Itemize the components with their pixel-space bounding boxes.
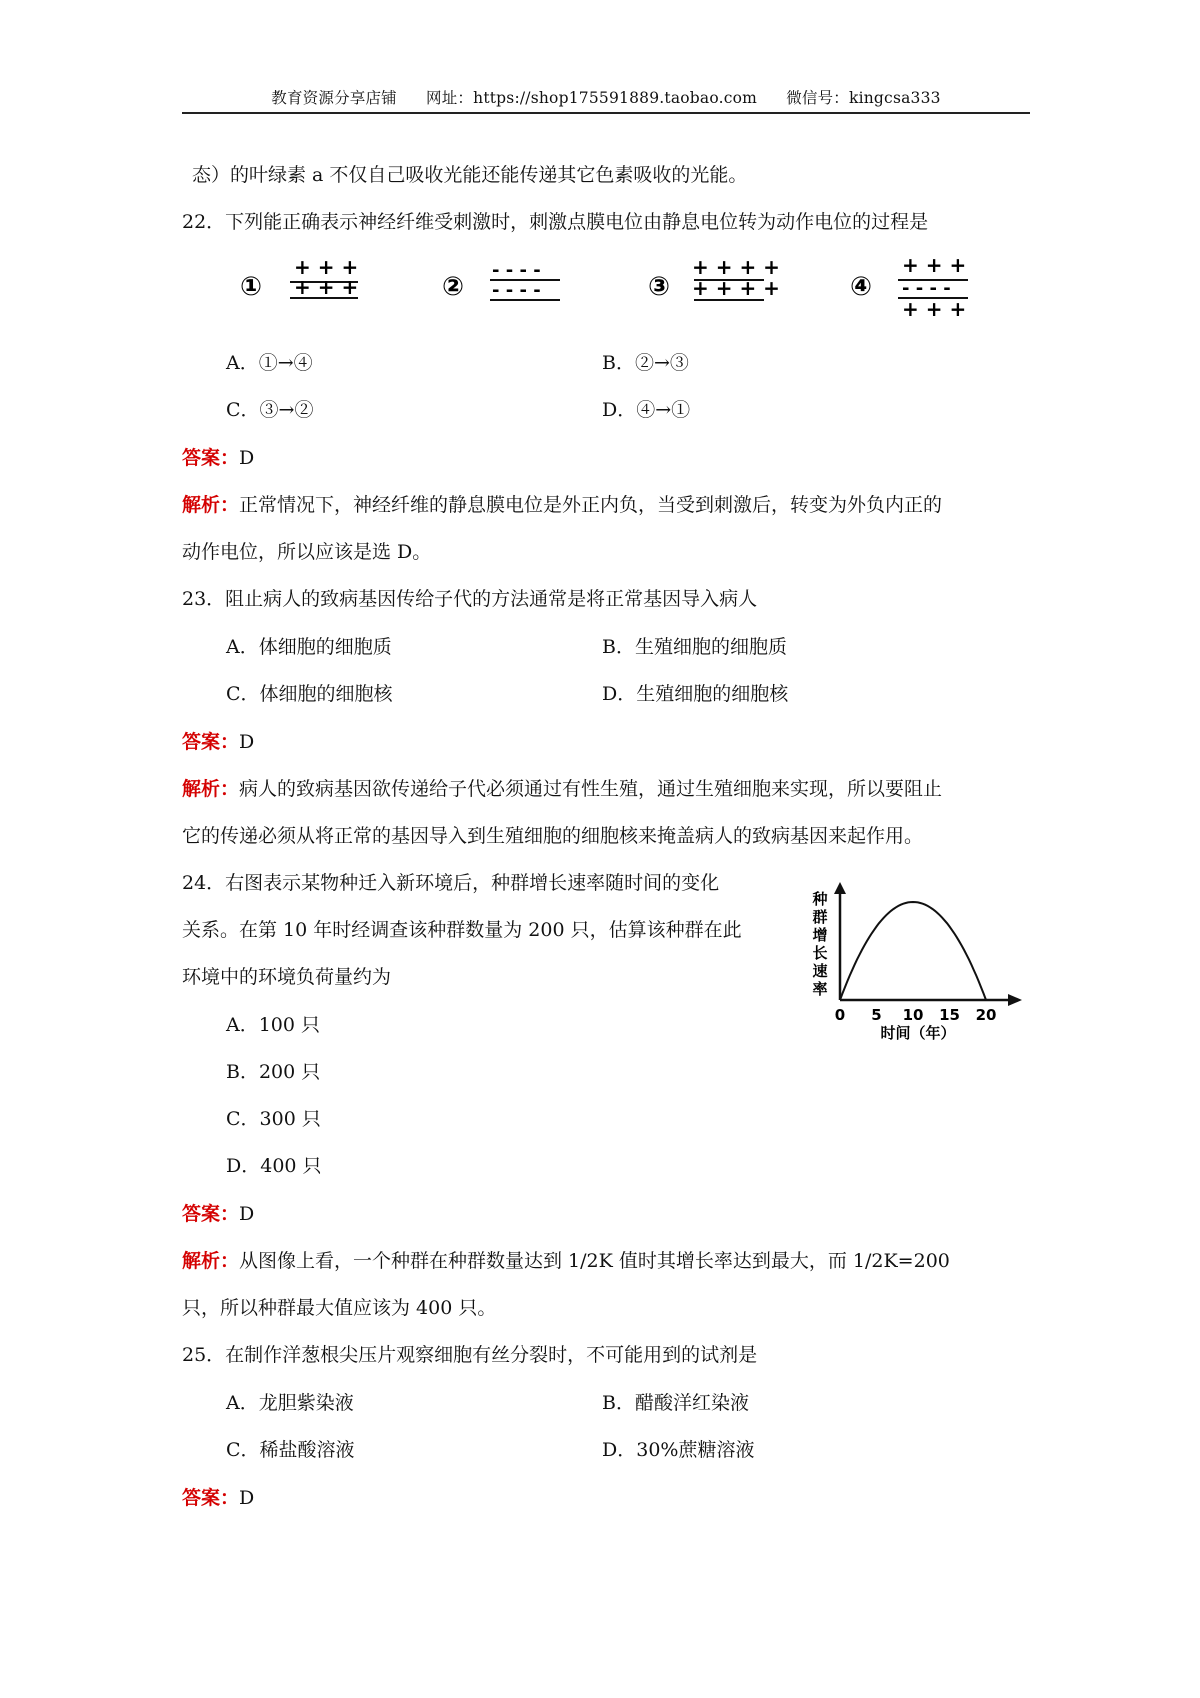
q25-stem: 25．在制作洋葱根尖压片观察细胞有丝分裂时，不可能用到的试剂是 — [182, 1344, 758, 1366]
q24-option-c: C．300 只 — [226, 1108, 321, 1130]
svg-text:+ + +: + + + — [902, 297, 967, 320]
svg-text:+ + +: + + + — [294, 255, 359, 279]
x-tick-labels — [835, 1006, 997, 1024]
q24-option-a: A．100 只 — [226, 1014, 321, 1036]
q22-explanation-line1 — [182, 490, 942, 517]
q24-stem-line3: 环境中的环境负荷量约为 — [182, 966, 392, 988]
svg-text:+ + + +: + + + + — [692, 255, 780, 279]
q23-option-a: A．体细胞的细胞质 — [226, 636, 392, 658]
q25-option-b: B．醋酸洋红染液 — [602, 1392, 749, 1414]
x-tick-label: 5 — [871, 1006, 882, 1024]
membrane-panel-3 — [648, 255, 780, 302]
q22-option-d: D．④→① — [602, 399, 691, 421]
panel-label-2: ② — [442, 272, 465, 302]
y-label-char: 群 — [812, 908, 828, 926]
answer-label: 答案： — [182, 1203, 240, 1225]
q23-explanation-line1 — [182, 774, 942, 801]
header-url: 网址：https://shop175591889.taobao.com — [426, 89, 758, 107]
q24-stem-line1: 24．右图表示某物种迁入新环境后，种群增长速率随时间的变化 — [182, 872, 720, 894]
answer-value: D — [239, 1203, 255, 1225]
svg-text:- - - -: - - - - — [902, 278, 951, 299]
q24-option-d: D．400 只 — [226, 1155, 322, 1177]
growth-curve — [840, 902, 986, 1000]
explanation-label: 解析： — [182, 778, 240, 800]
x-tick-label: 20 — [975, 1006, 997, 1024]
q22-option-b: B．②→③ — [602, 352, 689, 374]
continuation-text: 态）的叶绿素 a 不仅自己吸收光能还能传递其它色素吸收的光能。 — [192, 164, 748, 186]
panel-label-4: ④ — [850, 272, 873, 302]
explanation-label: 解析： — [182, 494, 240, 516]
header-shop: 教育资源分享店铺 — [271, 89, 397, 107]
q22-explanation-line2: 动作电位，所以应该是选 D。 — [182, 541, 432, 563]
q23-option-d: D．生殖细胞的细胞核 — [602, 683, 789, 705]
growth-rate-chart — [800, 880, 1030, 1050]
q23-explanation-line2: 它的传递必须从将正常的基因导入到生殖细胞的细胞核来掩盖病人的致病基因来起作用。 — [182, 825, 924, 847]
q24-explanation-line1 — [182, 1246, 950, 1273]
answer-label: 答案： — [182, 1487, 240, 1509]
explanation-text: 从图像上看，一个种群在种群数量达到 1/2K 值时其增长率达到最大，而 1/2K=200 — [239, 1250, 950, 1272]
q25-option-d: D．30%蔗糖溶液 — [602, 1439, 755, 1461]
q22-option-c: C．③→② — [226, 399, 314, 421]
q25-option-a: A．龙胆紫染液 — [226, 1392, 354, 1414]
explanation-text: 正常情况下，神经纤维的静息膜电位是外正内负，当受到刺激后，转变为外负内正的 — [239, 494, 943, 516]
answer-value: D — [239, 731, 255, 753]
x-axis-label: 时间（年） — [880, 1024, 956, 1042]
q25-option-c: C．稀盐酸溶液 — [226, 1439, 355, 1461]
membrane-panel-1 — [240, 255, 358, 302]
answer-label: 答案： — [182, 731, 240, 753]
svg-text:- - - -: - - - - — [492, 280, 541, 301]
header-wechat: 微信号：kingcsa333 — [786, 89, 941, 107]
y-label-char: 增 — [812, 926, 828, 944]
explanation-text: 病人的致病基因欲传递给子代必须通过有性生殖，通过生殖细胞来实现，所以要阻止 — [239, 778, 943, 800]
y-label-char: 种 — [812, 890, 828, 908]
y-label-char: 长 — [812, 944, 828, 962]
answer-value: D — [239, 447, 255, 469]
y-axis-arrow — [834, 882, 846, 894]
answer-label: 答案： — [182, 447, 240, 469]
explanation-label: 解析： — [182, 1250, 240, 1272]
q22-membrane-figure — [230, 250, 990, 320]
svg-text:- - - -: - - - - — [492, 260, 541, 281]
panel-label-3: ③ — [648, 272, 671, 302]
membrane-panel-2 — [442, 260, 560, 302]
q22-option-a: A．①→④ — [226, 352, 313, 374]
x-tick-label: 15 — [939, 1006, 960, 1024]
q22-stem: 22．下列能正确表示神经纤维受刺激时，刺激点膜电位由静息电位转为动作电位的过程是 — [182, 211, 929, 233]
x-tick-label: 0 — [834, 1006, 846, 1024]
x-tick-label: 10 — [902, 1006, 924, 1024]
y-label-char: 率 — [812, 980, 828, 998]
svg-text:+ + + +: + + + + — [692, 276, 780, 300]
y-label-char: 速 — [812, 962, 828, 980]
q24-answer — [182, 1199, 254, 1226]
q22-answer — [182, 443, 254, 470]
q23-stem: 23．阻止病人的致病基因传给子代的方法通常是将正常基因导入病人 — [182, 588, 758, 610]
answer-value: D — [239, 1487, 255, 1509]
svg-text:+ + +: + + + — [902, 253, 967, 277]
q23-option-c: C．体细胞的细胞核 — [226, 683, 393, 705]
svg-text:+ + +: + + + — [294, 275, 359, 299]
panel-label-1: ① — [240, 272, 263, 302]
q24-explanation-line2: 只，所以种群最大值应该为 400 只。 — [182, 1297, 497, 1319]
membrane-panel-4 — [850, 253, 968, 320]
x-axis-arrow — [1008, 994, 1022, 1006]
q24-stem-line2: 关系。在第 10 年时经调查该种群数量为 200 只，估算该种群在此 — [182, 919, 742, 941]
q24-option-b: B．200 只 — [226, 1061, 321, 1083]
y-axis-label — [811, 890, 827, 998]
q23-answer — [182, 727, 254, 754]
q25-answer — [182, 1483, 254, 1510]
q23-option-b: B．生殖细胞的细胞质 — [602, 636, 787, 658]
page-header — [182, 86, 1030, 114]
